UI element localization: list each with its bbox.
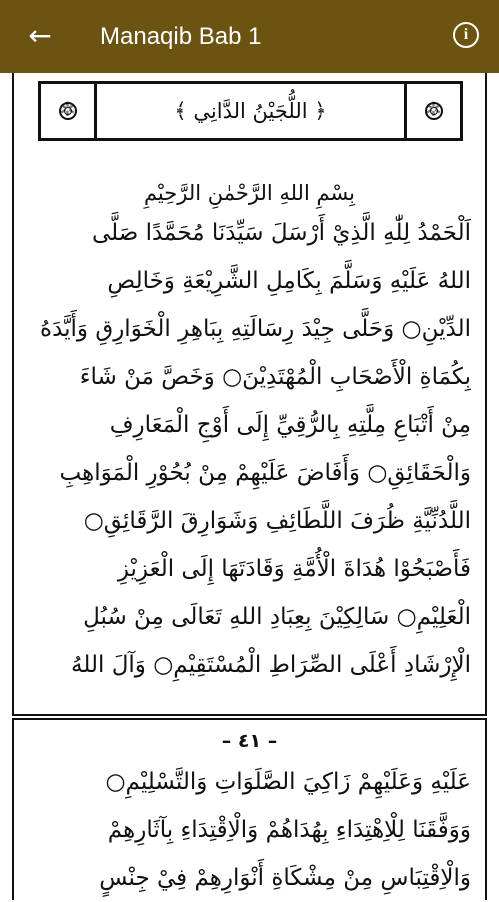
text-line: اللَّدُنِّيَّةِ ظُرَفَ اللَّطَائِفِ وَشَوَارِقَ الرَّقَائِقِ○ <box>83 508 471 534</box>
text-line: الْإِرْشَادِ أَعْلَى الصِّرَاطِ الْمُسْتَقِيْمِ○ وَآلَ اللهُ <box>71 652 471 678</box>
text-line: الْعَلِيْمِ○ سَالِكِيْنَ بِعِبَادِ اللهِ تَعَالَى مِنْ سُبُلِ <box>83 604 471 630</box>
chapter-header-frame <box>38 81 463 141</box>
book-page <box>12 718 487 900</box>
app-bar <box>0 0 499 73</box>
text-line: وَالْحَقَائِقِ○ وَأَفَاضَ عَلَيْهِمْ مِنْ بُحُوْرِ الْمَوَاهِبِ <box>59 460 471 486</box>
text-line: مِنْ أَتْبَاعِ مِلَّتِهِ بِالرُّقِيِّ إِلَى أَوْجِ الْمَعَارِفِ <box>109 412 471 438</box>
chapter-title: ﴿ اللُّجَيْنُ الدَّانِي ﴾ <box>174 99 327 123</box>
text-line: وَالْاِقْتِبَاسِ مِنْ مِشْكَاةِ أَنْوَارِهِمْ فِيْ جِنْسٍ <box>99 865 471 891</box>
text-line: فَأَصْبَحُوْا هُدَاةَ الْأُمَّةِ وَقَادَتَهَا إِلَى الْعَزِيْزِ <box>117 556 471 582</box>
rosette-icon <box>425 102 443 120</box>
header-ornament-left <box>41 84 97 138</box>
page-text <box>30 209 471 689</box>
arrow-left-icon[interactable]: ← <box>28 19 52 52</box>
text-line: اَلْحَمْدُ لِلّٰهِ الَّذِيْ أَرْسَلَ سَيِّدَنَا مُحَمَّدًا صَلَّى <box>91 220 471 246</box>
text-line: عَلَيْهِ وَعَلَيْهِمْ زَاكِيَ الصَّلَوَاتِ وَالتَّسْلِيْمِ○ <box>105 769 471 795</box>
text-line: بِكُمَاةِ الْأَصْحَابِ الْمُهْتَدِيْنَ○ وَخَصَّ مَنْ شَاءَ <box>79 364 471 390</box>
info-icon[interactable]: i <box>453 22 479 48</box>
book-page <box>12 73 487 716</box>
header-ornament-right <box>404 84 460 138</box>
page-number: – ٤١ – <box>221 730 278 752</box>
text-line: وَوَفَّقَنَا لِلْاِهْتِدَاءِ بِهُدَاهُمْ وَالْاِقْتِدَاءِ بِآثَارِهِمْ <box>107 817 471 843</box>
page-text <box>30 758 471 902</box>
rosette-icon <box>59 102 77 120</box>
basmala: بِسْمِ اللهِ الرَّحْمٰنِ الرَّحِيْمِ <box>143 181 356 205</box>
text-line: الدِّيْنِ○ وَحَلَّى جِيْدَ رِسَالَتِهِ بِبَاهِرِ الْخَوَارِقِ وَأَيَّدَهُ <box>40 316 471 342</box>
page-title: Manaqib Bab 1 <box>100 23 262 50</box>
text-line: اللهُ عَلَيْهِ وَسَلَّمَ بِكَامِلِ الشَّرِيْعَةِ وَخَالِصِ <box>107 268 471 294</box>
